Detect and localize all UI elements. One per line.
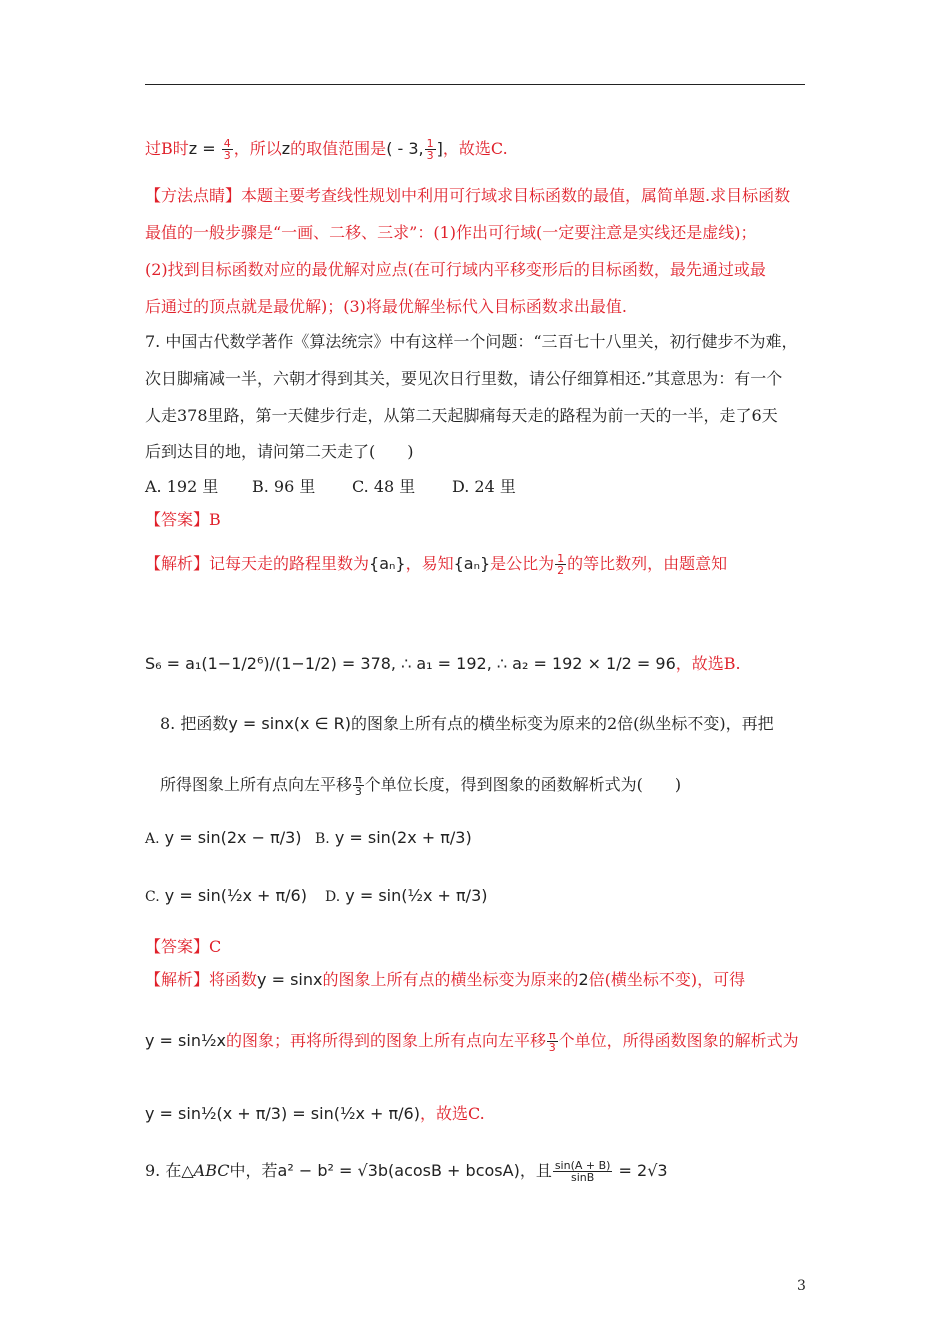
math: y = sinx <box>257 970 323 989</box>
text: 的取值范围是 <box>290 139 387 158</box>
q8-line-1 <box>160 713 774 735</box>
text: 9. 在△ <box>145 1161 194 1180</box>
text: ，故选C. <box>442 139 508 158</box>
q9-line-1 <box>145 1160 668 1183</box>
fraction-pi-3: $\frac{\pi}{3}$ <box>354 773 362 798</box>
text: 的图象；再将所得到的图象上所有点向左平移 <box>225 1031 546 1050</box>
text: 【解析】将函数 <box>145 970 258 989</box>
math-y-sinx: y = sinx(x ∈ R) <box>228 714 351 733</box>
q7-options <box>145 476 516 498</box>
q7-option-c: C. 48 里 <box>352 477 416 496</box>
text: 的图象上所有点的横坐标变为原来的2倍(纵坐标不变)，再把 <box>350 714 774 733</box>
fraction-sin: $\frac{\sin(A + B)}{\sin B}$ <box>554 1159 611 1184</box>
text: 【解析】记每天走的路程里数为 <box>145 554 370 573</box>
q8-option-d: D. y = sin(½x + π/3) <box>325 886 488 905</box>
q7-line-3: 人走378里路，第一天健步行走，从第二天起脚痛每天走的路程为前一天的一半，走了6天 <box>145 406 778 425</box>
fraction-4-3: $\frac{4}{3}$ <box>223 137 231 162</box>
q8-analysis-2 <box>145 1030 799 1053</box>
text: 8. 把函数 <box>160 714 229 733</box>
math-seq: {aₙ} <box>369 554 406 573</box>
q8-options-ab <box>145 827 472 850</box>
q8-analysis-1 <box>145 969 745 991</box>
method-line-1: 【方法点睛】本题主要考查线性规划中利用可行域求目标函数的最值，属简单题.求目标函数 <box>145 186 791 205</box>
q8-analysis-3 <box>145 1103 485 1125</box>
text: 的图象上所有点的横坐标变为原来的 <box>322 970 579 989</box>
header-rule <box>145 84 805 85</box>
math-z: z = <box>188 139 221 158</box>
q8-option-a: A. y = sin(2x − π/3) <box>145 828 302 847</box>
triangle-name: ABC <box>193 1161 230 1180</box>
math: y = sin½(x + π/3) = sin(½x + π/6) <box>145 1104 420 1123</box>
math: 2 <box>578 970 589 989</box>
q8-option-c: C. y = sin(½x + π/6) <box>145 886 307 905</box>
q7-answer: 【答案】B <box>145 510 221 529</box>
continuation-line <box>145 138 508 161</box>
math: y = sin½x <box>145 1031 226 1050</box>
fraction-1-3: $\frac{1}{3}$ <box>426 137 434 162</box>
text: 个单位，所得函数图象的解析式为 <box>558 1031 799 1050</box>
q7-formula <box>145 653 741 675</box>
fraction-1-2: $\frac{1}{2}$ <box>557 552 565 577</box>
math-z-var: z <box>281 139 291 158</box>
text: 个单位长度，得到图象的函数解析式为( ) <box>364 775 682 794</box>
text: ，且 <box>519 1161 552 1180</box>
q7-option-a: A. 192 里 <box>145 477 219 496</box>
math: = 2√3 <box>613 1161 668 1180</box>
math-seq: {aₙ} <box>453 554 491 573</box>
method-line-4: 后通过的顶点就是最优解)；(3)将最优解坐标代入目标函数求出最值. <box>145 297 627 316</box>
text: 倍(横坐标不变)，可得 <box>588 970 746 989</box>
q7-analysis <box>145 553 727 576</box>
q7-option-d: D. 24 里 <box>452 477 516 496</box>
math-range: ( - 3, <box>386 139 424 158</box>
method-line-3: (2)找到目标函数对应的最优解对应点(在可行域内平移变形后的目标函数，最先通过或最 <box>145 260 766 279</box>
text: 是公比为 <box>490 554 555 573</box>
fraction-pi-3: $\frac{\pi}{3}$ <box>548 1029 556 1054</box>
q8-option-b: B. y = sin(2x + π/3) <box>315 828 472 847</box>
q7-line-1: 7. 中国古代数学著作《算法统宗》中有这样一个问题：“三百七十八里关，初行健步不为难， <box>145 332 798 351</box>
q8-line-2 <box>160 774 681 797</box>
text: ，故选B. <box>675 654 741 673</box>
text: ，所以 <box>233 139 282 158</box>
q7-option-b: B. 96 里 <box>252 477 316 496</box>
text: 中，若 <box>229 1161 278 1180</box>
q8-options-cd <box>145 885 488 908</box>
math: a² − b² = √3b(acosB + bcosA) <box>277 1161 520 1180</box>
q8-answer: 【答案】C <box>145 937 222 956</box>
text: 过B时 <box>145 139 189 158</box>
q7-line-4: 后到达目的地，请问第二天走了( ) <box>145 442 414 461</box>
text: 的等比数列，由题意知 <box>567 554 728 573</box>
text: 所得图象上所有点向左平移 <box>160 775 353 794</box>
math-range-close: ] <box>436 139 443 158</box>
q7-line-2: 次日脚痛减一半，六朝才得到其关，要见次日行里数，请公仔细算相还.”其意思为：有一个 <box>145 369 783 388</box>
text: ，易知 <box>405 554 454 573</box>
page-number: 3 <box>797 1278 806 1294</box>
math-formula: S₆ = a₁(1−1/2⁶)/(1−1/2) = 378, ∴ a₁ = 192, ∴ a₂ = 192 × 1/2 = 96 <box>145 654 676 673</box>
text: ，故选C. <box>419 1104 485 1123</box>
method-line-2: 最值的一般步骤是“一画、二移、三求”：(1)作出可行域(一定要注意是实线还是虚线)； <box>145 223 757 242</box>
